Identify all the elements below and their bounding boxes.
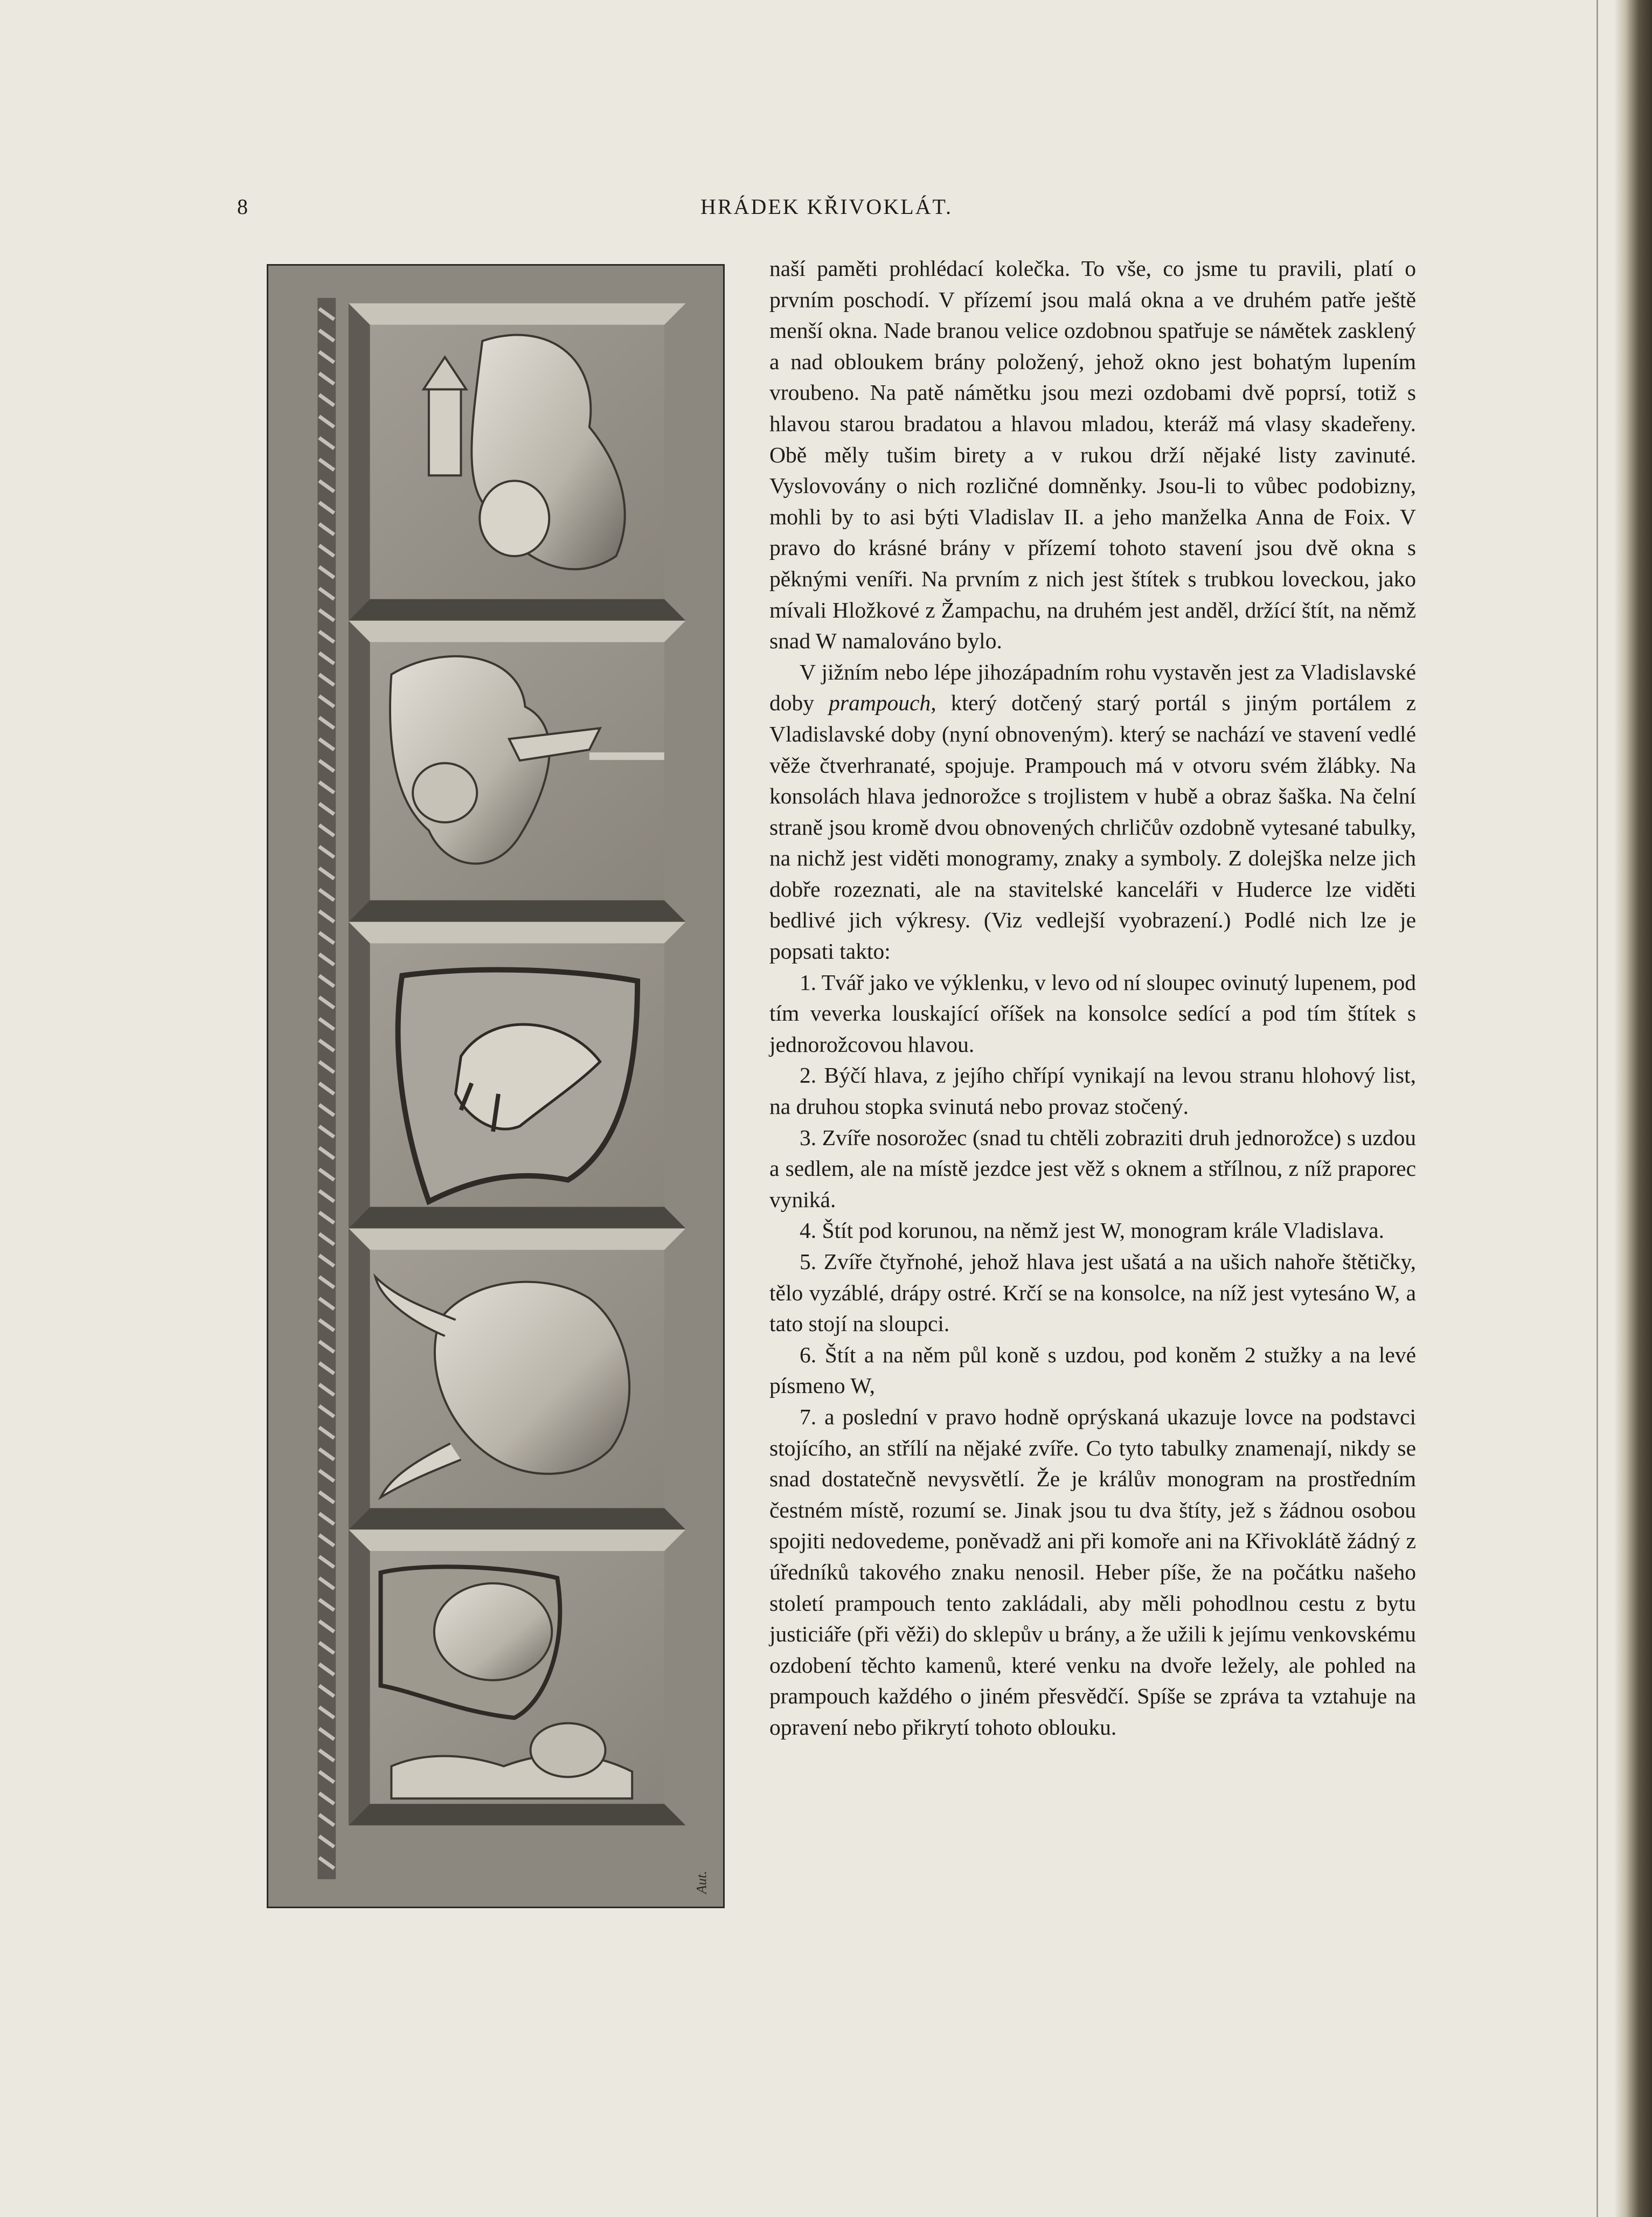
page-edge-shadow	[1614, 0, 1652, 2217]
body-text	[769, 253, 1416, 1743]
term-prampouch: prampouch,	[829, 690, 936, 716]
relief-panel-5	[349, 1529, 686, 1825]
relief-panel-4	[349, 1228, 686, 1529]
paragraph: naší paměti prohlédací kolečka. To vše, co jsme tu pravili, platí o prvním poschodí. V přízemí jsou malá okna a ve druhém patře ještě menší okna. Nade branou velice ozdobnou spatřuje se náмětek zasklený a nad obloukem brány položený, jehož okno jest bohatým lupením vroubeno. Na patě námětku jsou mezi ozdobami dvě poprsí, totiž s hlavou starou bradatou a hlavou mladou, kteráž má vlasy skadeřeny. Obě měly tušim birety a v rukou drží nějaké listy zavinuté. Vyslovovány o nich rozličné domněnky. Jsou-li to vůbec podobizny, mohli by to asi býti Vladislav II. a jeho manželka Anna de Foix. V pravo do krásné brány v přízemí tohoto stavení jsou dvě okna s pěknými veníři. Na prvním z nich jest štítek s trubkou loveckou, jako mívali Hložkové z Žampachu, na druhém jest anděl, držící štít, na němž snad W namalováno bylo.	[769, 256, 1416, 654]
running-title: HRÁDEK KŘIVOKLÁT.	[700, 195, 953, 219]
relief-panel-2	[349, 621, 686, 922]
relief-panel-1	[349, 303, 686, 621]
artist-signature: Aut.	[693, 1870, 710, 1894]
list-item: 1. Tvář jako ve výklenku, v levo od ní sloupec ovinutý lupenem, pod tím veverka louskající oříšek na konsolce sedící a pod tím štítek s jednorožcovou hlavou.	[769, 969, 1416, 1057]
list-item: 3. Zvíře nosorožec (snad tu chtěli zobraziti druh jednorožce) s uzdou a sedlem, ale na místě jezdce jest věž s oknem a střílnou, z níž praporec vyniká.	[769, 1125, 1416, 1212]
list-item: 6. Štít a na něm půl koně s uzdou, pod koněm 2 stužky a na levé písmeno W,	[769, 1342, 1416, 1398]
paragraph: V jižním nebo lépe jihozápadním rohu vystavěn jest za Vladislavské doby prampouch, který dotčený starý portál s jiným portálem z Vladislavské doby (nyní obnoveným). který se nachází ve stavení vedlé věže čtverhranaté, spojuje. Prampouch má v otvoru svém žlábky. Na konsolách hlava jednorožce s trojlistem v hubě a obraz šaška. Na čelní straně jsou kromě dvou obnovených chrličův ozdobně vytesané tabulky, na nichž jest viděti monogramy, znaky a symboly. Z dolejška nelze jich dobře rozeznati, ale na stavitelské kanceláři v Huderce lze viděti bedlivé jich výkresy. (Viz vedlejší vyobrazení.) Podlé nich lze je popsati takto:	[769, 659, 1416, 964]
relief-panels-drawing	[268, 266, 723, 1907]
list-item: 5. Zvíře čtyřnohé, jehož hlava jest ušatá a na ušich nahoře štětičky, tělo vyzáblé, drápy ostré. Krčí se na konsolce, na níž jest vytesáno W, a tato stojí na sloupci.	[769, 1249, 1416, 1336]
relief-plate-illustration	[267, 264, 725, 1908]
list-item: 7. a poslední v pravo hodně oprýskaná ukazuje lovce na podstavci stojícího, an střílí na nějaké zvíře. Co tyto tabulky znamenají, nikdy se snad dostatečně nevysvětlí. Že je králův monogram na prostředním čestném místě, rozumí se. Jinak jsou tu dva štíty, jež s žádnou osobou spojiti nedovedeme, poněvadž ani při komoře ani na Křivoklátě žádný z úředníků takového znaku nenosil. Heber píše, že na počátku našeho století prampouch tento zakládali, aby měli pohodlnou cestu z bytu justiciáře (při věži) do sklepův u brány, a že užili k jejímu venkovskému ozdobení těchto kamenů, které venku na dvoře ležely, ale pohled na prampouch každého o jiném přesvědčí. Spíše se zpráva ta vztahuje na opravení nebo přikrytí tohoto oblouku.	[769, 1404, 1416, 1740]
list-item: 2. Býčí hlava, z jejího chřípí vynikají na levou stranu hlohový list, na druhou stopka svinutá nebo provaz stočený.	[769, 1063, 1416, 1119]
relief-panel-3	[349, 922, 686, 1229]
binding-line	[1597, 0, 1598, 2217]
page-number: 8	[237, 195, 248, 219]
list-item: 4. Štít pod korunou, na němž jest W, monogram krále Vladislava.	[800, 1218, 1384, 1243]
